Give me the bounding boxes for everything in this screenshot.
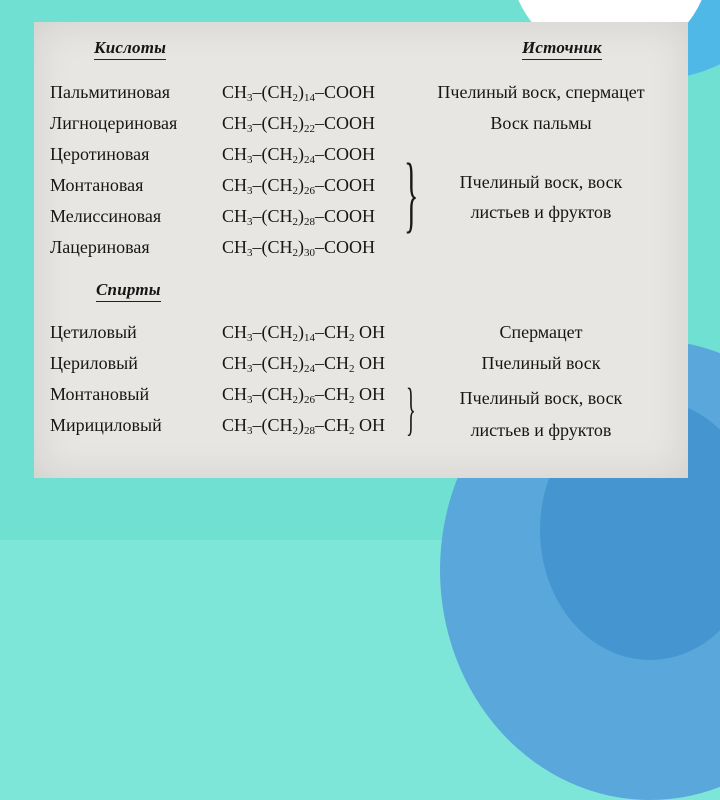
acids-name: Монтановая xyxy=(50,175,144,195)
formula-mid: –(CH xyxy=(252,82,293,102)
alcohols-source: Пчелиный воск xyxy=(481,353,601,373)
formula-pre: CH xyxy=(222,415,248,435)
formula-mid: –(CH xyxy=(252,144,293,164)
formula-mid: –(CH xyxy=(252,175,293,195)
formula-s2: 2 xyxy=(292,425,299,437)
acids-name: Пальмитиновая xyxy=(50,82,171,102)
formula-s2: 2 xyxy=(292,216,299,228)
acids-formula xyxy=(222,82,375,104)
formula-n: 28 xyxy=(304,425,316,437)
formula-end: –COOH xyxy=(315,237,376,257)
header-alcohols: Спирты xyxy=(96,280,161,299)
formula-end: –CH xyxy=(315,384,350,404)
alcohols-row xyxy=(34,349,688,379)
acids-name: Лигноцериновая xyxy=(50,113,178,133)
formula-oh: OH xyxy=(354,353,386,373)
formula-n: 24 xyxy=(304,154,316,166)
formula-oh: OH xyxy=(354,415,386,435)
formula-pre: CH xyxy=(222,322,248,342)
formula-pre: CH xyxy=(222,113,248,133)
alcohols-name: Мирициловый xyxy=(50,415,162,435)
acids-name: Мелиссиновая xyxy=(50,206,162,226)
header-source: Источник xyxy=(522,38,602,57)
formula-s1: 3 xyxy=(247,185,253,197)
formula-n: 28 xyxy=(304,216,316,228)
formula-s1: 3 xyxy=(247,92,253,104)
alcohols-group-source-line2: листьев и фруктов xyxy=(470,420,612,440)
formula-n: 26 xyxy=(304,394,316,406)
formula-s1: 3 xyxy=(247,332,253,344)
acids-source: Воск пальмы xyxy=(490,113,592,133)
formula-pre: CH xyxy=(222,353,248,373)
formula-n: 22 xyxy=(304,123,316,135)
formula-oh: OH xyxy=(354,384,386,404)
formula-s1: 3 xyxy=(247,154,253,166)
formula-mid: –(CH xyxy=(252,322,293,342)
formula-s2: 2 xyxy=(292,247,299,259)
formula-pre: CH xyxy=(222,206,248,226)
formula-n: 26 xyxy=(304,185,316,197)
acids-source: Пчелиный воск, спермацет xyxy=(437,82,645,102)
formula-s1: 3 xyxy=(247,363,253,375)
formula-s3: 2 xyxy=(349,425,355,437)
formula-s2: 2 xyxy=(292,92,299,104)
formula-s1: 3 xyxy=(247,123,253,135)
formula-close: ) xyxy=(298,113,305,133)
formula-mid: –(CH xyxy=(252,384,293,404)
formula-s2: 2 xyxy=(292,154,299,166)
acids-formula xyxy=(222,237,375,259)
header-acids: Кислоты xyxy=(94,38,167,57)
alcohols-formula xyxy=(222,322,385,344)
acids-formula xyxy=(222,144,375,166)
formula-mid: –(CH xyxy=(252,113,293,133)
formula-end: –COOH xyxy=(315,175,376,195)
formula-end: –CH xyxy=(315,353,350,373)
formula-s3: 2 xyxy=(349,332,355,344)
acids-group-source-line1: Пчелиный воск, воск xyxy=(459,172,623,192)
formula-s2: 2 xyxy=(292,363,299,375)
alcohols-name: Цериловый xyxy=(50,353,138,373)
formula-close: ) xyxy=(298,144,305,164)
acids-row xyxy=(34,233,688,263)
formula-pre: CH xyxy=(222,175,248,195)
formula-s1: 3 xyxy=(247,425,253,437)
acids-group-brace: } xyxy=(404,145,419,241)
acids-formula xyxy=(222,175,375,197)
formula-oh: OH xyxy=(354,322,386,342)
acids-row xyxy=(34,78,688,108)
formula-end: –COOH xyxy=(315,144,376,164)
formula-end: –COOH xyxy=(315,113,376,133)
formula-close: ) xyxy=(298,82,305,102)
formula-close: ) xyxy=(298,384,305,404)
formula-end: –COOH xyxy=(315,82,376,102)
formula-mid: –(CH xyxy=(252,237,293,257)
formula-pre: CH xyxy=(222,384,248,404)
acids-formula xyxy=(222,206,375,228)
formula-s2: 2 xyxy=(292,185,299,197)
formula-n: 30 xyxy=(304,247,316,259)
acids-formula xyxy=(222,113,375,135)
formula-mid: –(CH xyxy=(252,206,293,226)
formula-mid: –(CH xyxy=(252,415,293,435)
formula-s2: 2 xyxy=(292,332,299,344)
alcohols-source: Спермацет xyxy=(499,322,583,342)
formula-n: 24 xyxy=(304,363,316,375)
acids-row xyxy=(34,140,688,170)
formula-close: ) xyxy=(298,175,305,195)
formula-close: ) xyxy=(298,322,305,342)
formula-pre: CH xyxy=(222,82,248,102)
alcohols-formula xyxy=(222,415,385,437)
alcohols-formula xyxy=(222,384,385,406)
formula-pre: CH xyxy=(222,144,248,164)
formula-s1: 3 xyxy=(247,247,253,259)
alcohols-group-brace: } xyxy=(406,376,416,441)
formula-end: –CH xyxy=(315,415,350,435)
acids-name: Церотиновая xyxy=(50,144,150,164)
acids-group-source-line2: листьев и фруктов xyxy=(470,202,612,222)
formula-pre: CH xyxy=(222,237,248,257)
formula-end: –CH xyxy=(315,322,350,342)
alcohols-name: Монтановый xyxy=(50,384,150,404)
formula-s3: 2 xyxy=(349,363,355,375)
formula-s3: 2 xyxy=(349,394,355,406)
formula-s2: 2 xyxy=(292,394,299,406)
formula-n: 14 xyxy=(304,332,316,344)
formula-close: ) xyxy=(298,206,305,226)
formula-s1: 3 xyxy=(247,216,253,228)
formula-close: ) xyxy=(298,353,305,373)
alcohols-row xyxy=(34,318,688,348)
scanned-table xyxy=(34,22,688,478)
formula-s2: 2 xyxy=(292,123,299,135)
formula-close: ) xyxy=(298,415,305,435)
alcohols-formula xyxy=(222,353,385,375)
alcohols-group-source-line1: Пчелиный воск, воск xyxy=(459,388,623,408)
formula-n: 14 xyxy=(304,92,316,104)
formula-close: ) xyxy=(298,237,305,257)
formula-s1: 3 xyxy=(247,394,253,406)
acids-name: Лацериновая xyxy=(50,237,150,257)
formula-end: –COOH xyxy=(315,206,376,226)
formula-mid: –(CH xyxy=(252,353,293,373)
acids-row xyxy=(34,109,688,139)
alcohols-name: Цетиловый xyxy=(50,322,137,342)
